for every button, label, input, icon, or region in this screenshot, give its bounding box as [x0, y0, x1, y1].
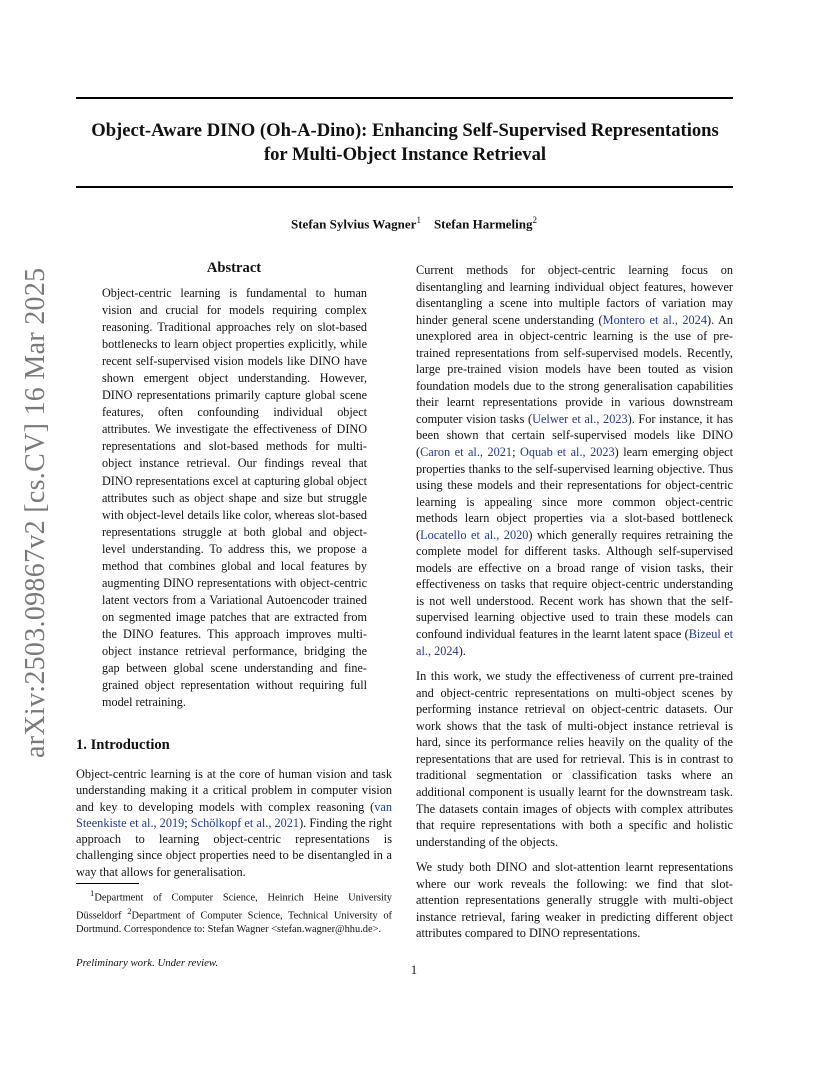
title-line-1: Object-Aware DINO (Oh-A-Dino): Enhancing Self-Supervised Representations [91, 120, 719, 141]
citation-link[interactable]: Montero et al., 2024 [602, 312, 707, 327]
text-span: Department of Computer Science, Heinrich Heine University Düsseldorf [76, 892, 392, 922]
abstract-text: Object-centric learning is fundamental to human vision and crucial for models requiring complex reasoning. Traditional approaches rely on slot-based bottlenecks to learn object properties explicitly, while recent self-supervised vision models like DINO have shown emergent object understanding. However, DINO representations primarily capture global scene features, often confounding individual object attributes. We investigate the effectiveness of DINO representations and slot-based methods for multi-object instance retrieval. Our findings reveal that DINO representations excel at capturing global object attributes such as object shape and size but struggle with object-level details like color, whereas slot-based representations struggle at both global and object-level understanding. To address this, we propose a method that combines global and local features by augmenting DINO representations with object-centric latent vectors from a Variational Autoencoder trained on segmented image patches that are extracted from the DINO features. This approach improves multi-object instance retrieval performance, bridging the gap between global scene understanding and fine-grained object representation without requiring full model retraining. [102, 286, 367, 710]
citation-link[interactable]: Bizeul et al., 2024 [416, 627, 733, 658]
top-rule [76, 97, 733, 99]
citation-link[interactable]: Oquab et al., 2023 [519, 445, 615, 460]
footnote-mark: 1 [90, 888, 95, 898]
page-number: 1 [410, 963, 418, 977]
body-paragraph: In this work, we study the effectiveness of current pre-trained and object-centric representations on multi-object scenes by performing instance retrieval on object-centric datasets. Our work shows that the task of multi-object instance retrieval is hard, since its performance relies heavily on the quality of the representations that are used for retrieval. This is in contrast to traditional segmentation or classification tasks where an additional component is usually learnt for the downstream task. The datasets contain images of objects with complex attributes that require representations with both a specific and holistic understanding of the objects. [416, 669, 733, 849]
text-span: ). Finding the right approach to learning object-centric representations is challenging since object properties need to be disentangled in a way that allows for generalisation. [76, 815, 393, 879]
title-line-2: for Multi-Object Instance Retrieval [263, 144, 547, 165]
citation-link[interactable]: Schölkopf et al., 2021 [190, 815, 300, 830]
footnote-mark: 2 [127, 906, 132, 917]
text-span: ). For instance, it has been shown that certain self-supervised models like DINO ( [416, 411, 733, 460]
body-paragraph [416, 262, 733, 659]
text-span: Current methods for object-centric learning focus on disentangling and learning individual object features, however disentangling a scene into multiple factors of variation may hinder general scene understanding ( [416, 263, 733, 327]
text-span: ). An unexplored area in object-centric learning is the use of pre-trained representations from self-supervised models. Recently, large pre-trained vision models have been touted as vision foundation models due to the strong generalisation capabilities their learnt representations provide in various downstream computer vision tasks ( [416, 312, 733, 426]
text-span: Object-centric learning is at the core of human vision and task understanding making it a critical problem in computer vision and key to developing models with complex reasoning ( [76, 767, 392, 814]
intro-paragraph [76, 766, 392, 880]
footnote-rule [76, 883, 139, 884]
author-name: Stefan Sylvius Wagner [290, 216, 417, 232]
abstract-heading: Abstract [206, 260, 262, 276]
abstract-body [102, 285, 367, 711]
citation-link[interactable]: van Steenkiste et al., 2019 [76, 799, 392, 830]
right-column [416, 262, 733, 942]
text-span: ) learn emerging object properties thanks to the self-supervised learning objective. Thus using these models and their representations for object-centric learning is appealing since more common object-centric methods learn object properties via a slot-based bottleneck ( [416, 445, 734, 542]
text-span: Department of Computer Science, Technical University of Dortmund. Correspondence to: Stefan Wagner <stefan.wagner@hhu.de>. [76, 910, 392, 936]
author-list [0, 215, 828, 232]
text-span: ) which generally requires retraining the complete model for different tasks. Although self-supervised models are effective on a broad range of vision tasks, their effectiveness on tasks that require object-centric understanding is not well understood. Recent work has shown that the self-supervised learning objective used to train these models can confound individual features in the learnt latent space ( [416, 527, 733, 642]
affiliation-footnote [76, 887, 392, 937]
citation-link[interactable]: Uelwer et al., 2023 [532, 411, 628, 426]
preliminary-notice: Preliminary work. Under review. [76, 957, 219, 969]
paper-title [60, 119, 750, 167]
text-span: ; [512, 445, 520, 460]
text-span: ; [184, 815, 191, 830]
arxiv-stamp: arXiv:2503.09867v2 [cs.CV] 16 Mar 2025 [20, 267, 51, 758]
author-affiliation-mark: 1 [416, 215, 421, 225]
title-bottom-rule [76, 186, 733, 188]
author-affiliation-mark: 2 [532, 215, 538, 225]
footnote-text [76, 887, 392, 937]
citation-link[interactable]: Caron et al., 2021 [420, 445, 513, 460]
citation-link[interactable]: Locatello et al., 2020 [420, 527, 529, 542]
section-heading-introduction: 1. Introduction [76, 737, 170, 753]
text-span: ). [458, 643, 466, 658]
body-paragraph: We study both DINO and slot-attention learnt representations where our work reveals the following: we find that slot-attention representations generally struggle with multi-object instance retrieval, faring weaker in predicting different object attributes compared to DINO representations. [416, 860, 733, 941]
author-name: Stefan Harmeling [433, 216, 533, 232]
introduction-body [76, 766, 392, 880]
